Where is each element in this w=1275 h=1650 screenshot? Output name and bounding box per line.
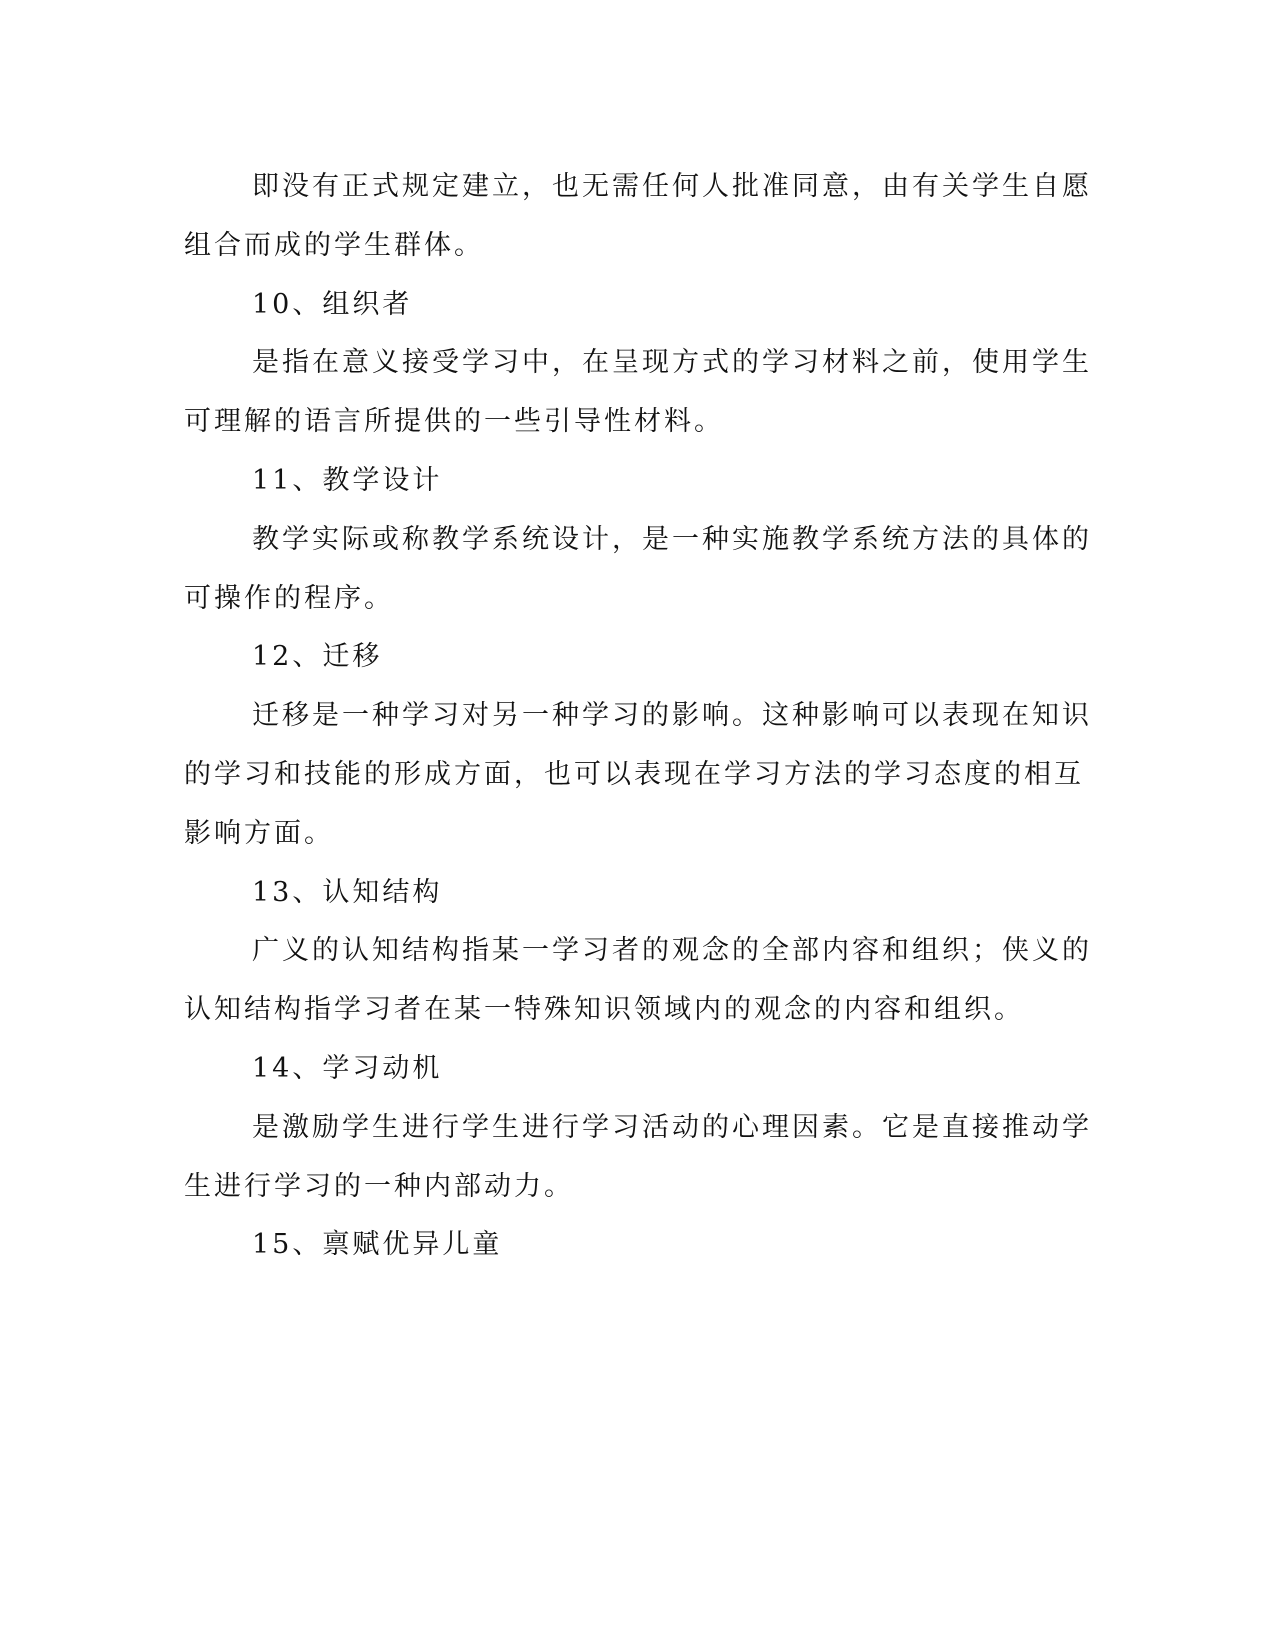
paragraph-line: 可理解的语言所提供的一些引导性材料。 [184,406,724,438]
paragraph-line: 生进行学习的一种内部动力。 [184,1170,574,1202]
paragraph-line: 教学实际或称教学系统设计，是一种实施教学系统方法的具体的 [252,523,1092,555]
term-heading: 12、迁移 [252,641,383,673]
paragraph-line: 即没有正式规定建立，也无需任何人批准同意，由有关学生自愿 [252,171,1092,202]
paragraph-line: 组合而成的学生群体。 [184,229,484,261]
paragraph-line: 认知结构指学习者在某一特殊知识领域内的观念的内容和组织。 [184,994,1024,1026]
term-heading: 14、学习动机 [252,1052,443,1084]
paragraph-line: 是指在意义接受学习中，在呈现方式的学习材料之前，使用学生 [252,347,1092,379]
term-heading: 11、教学设计 [252,464,443,496]
paragraph-line: 广义的认知结构指某一学习者的观念的全部内容和组织；侠义的 [252,935,1092,967]
paragraph-line: 的学习和技能的形成方面，也可以表现在学习方法的学习态度的相互 [184,758,1084,790]
term-heading: 15、禀赋优异儿童 [252,1229,503,1261]
term-heading: 10、组织者 [252,288,413,320]
paragraph-line: 可操作的程序。 [184,582,394,614]
paragraph-line: 影响方面。 [184,817,334,849]
paragraph-line: 是激励学生进行学生进行学习活动的心理因素。它是直接推动学 [252,1111,1092,1143]
document-body [184,158,1092,1275]
paragraph-line: 迁移是一种学习对另一种学习的影响。这种影响可以表现在知识 [252,700,1092,732]
term-heading: 13、认知结构 [252,876,443,908]
